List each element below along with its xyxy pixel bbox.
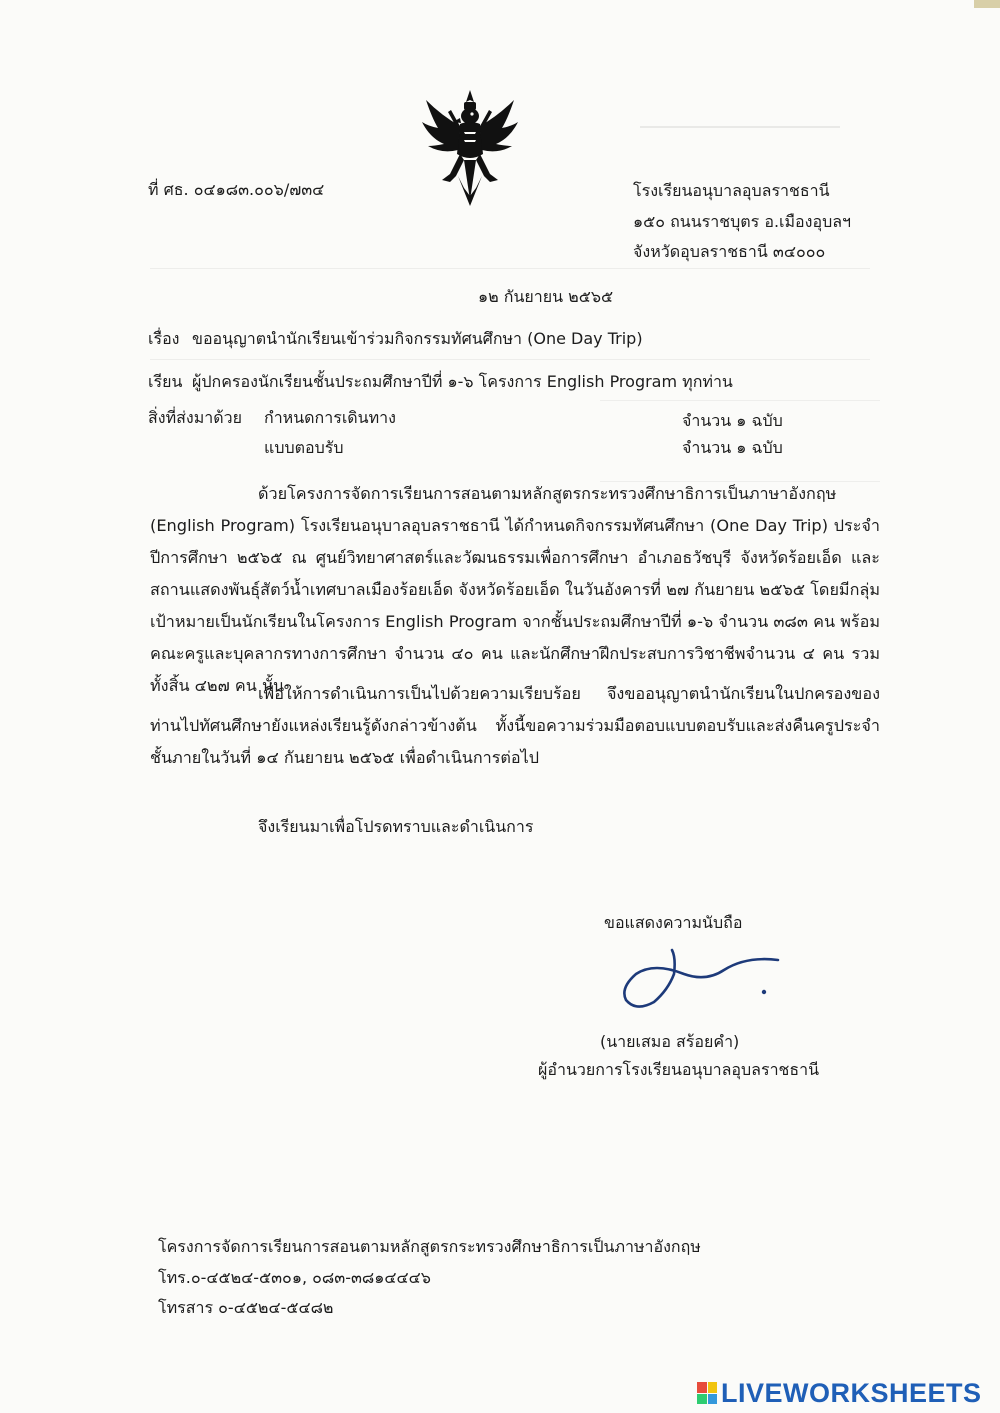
recipient-label: เรียน <box>148 372 183 391</box>
enclosures-label: สิ่งที่ส่งมาด้วย <box>148 408 242 427</box>
enclosure-item-name: แบบตอบรับ <box>264 438 344 457</box>
document-reference-number: ที่ ศธ. ๐๔๑๘๓.๐๐๖/๗๓๔ <box>148 180 325 199</box>
school-address-line1: ๑๕๐ ถนนราชบุตร อ.เมืองอุบลฯ <box>633 212 852 231</box>
bleed-through-mark <box>640 126 840 140</box>
school-name: โรงเรียนอนุบาลอุบลราชธานี <box>633 181 830 200</box>
handwritten-signature-icon <box>614 940 784 1020</box>
enclosure-item-name: กำหนดการเดินทาง <box>264 408 396 427</box>
footer-program: โครงการจัดการเรียนการสอนตามหลักสูตรกระทรวงศึกษาธิการเป็นภาษาอังกฤษ <box>158 1237 701 1256</box>
enclosure-item-qty: จำนวน ๑ ฉบับ <box>682 411 783 430</box>
liveworksheets-brand-text: LIVEWORKSHEETS <box>721 1377 982 1408</box>
school-address-line2: จังหวัดอุบลราชธานี ๓๔๐๐๐ <box>633 242 826 261</box>
liveworksheets-logo-icon <box>697 1382 717 1404</box>
closing-request: จึงเรียนมาเพื่อโปรดทราบและดำเนินการ <box>258 817 534 836</box>
footer-fax: โทรสาร ๐-๔๕๒๔-๕๔๘๒ <box>158 1298 334 1317</box>
subject-text: ขออนุญาตนำนักเรียนเข้าร่วมกิจกรรมทัศนศึกษา (One Day Trip) <box>192 329 643 348</box>
footer-phone: โทร.๐-๔๕๒๔-๕๓๐๑, ๐๘๓-๓๘๑๔๔๔๖ <box>158 1268 431 1287</box>
liveworksheets-watermark <box>697 1378 982 1408</box>
corner-tape-mark <box>974 0 1000 8</box>
subject-label: เรื่อง <box>148 329 180 348</box>
body-paragraph-2: เพื่อให้การดำเนินการเป็นไปด้วยความเรียบร้อย จึงขออนุญาตนำนักเรียนในปกครองของท่านไปทัศนศึกษายังแหล่งเรียนรู้ดังกล่าวข้างต้น ทั้งนี้ขอความร่วมมือตอบแบบตอบรับและส่งคืนครูประจำชั้นภายในวันที่ ๑๔ กันยายน ๒๕๖๕ เพื่อดำเนินการต่อไป <box>150 684 880 767</box>
garuda-emblem-icon <box>420 88 520 208</box>
signatory-position: ผู้อำนวยการโรงเรียนอนุบาลอุบลราชธานี <box>538 1060 820 1079</box>
signature-salutation: ขอแสดงความนับถือ <box>604 913 743 932</box>
signatory-name: (นายเสมอ สร้อยคำ) <box>600 1032 740 1051</box>
document-date: ๑๒ กันยายน ๒๕๖๕ <box>478 287 614 306</box>
enclosure-item-qty: จำนวน ๑ ฉบับ <box>682 438 783 457</box>
recipient-text: ผู้ปกครองนักเรียนชั้นประถมศึกษาปีที่ ๑-๖ โครงการ English Program ทุกท่าน <box>192 372 733 391</box>
body-paragraph-1: ด้วยโครงการจัดการเรียนการสอนตามหลักสูตรกระทรวงศึกษาธิการเป็นภาษาอังกฤษ (English Program) โรงเรียนอนุบาลอุบลราชธานี ได้กำหนดกิจกรรมทัศนศึกษา (One Day Trip) ประจำปีการศึกษา ๒๕๖๕ ณ ศูนย์วิทยาศาสตร์และวัฒนธรรมเพื่อการศึกษา อำเภอธวัชบุรี จังหวัดร้อยเอ็ด และสถานแสดงพันธุ์สัตว์น้ำเทศบาลเมืองร้อยเอ็ด จังหวัดร้อยเอ็ด ในวันอังคารที่ ๒๗ กันยายน ๒๕๖๕ โดยมีกลุ่มเป้าหมายเป็นนักเรียนในโครงการ English Program จากชั้นประถมศึกษาปีที่ ๑-๖ จำนวน ๓๘๓ คน พร้อมคณะครูและบุคลากรทางการศึกษา จำนวน ๔๐ คน และนักศึกษาฝึกประสบการวิชาชีพจำนวน ๔ คน รวมทั้งสิ้น ๔๒๗ คน นั้น <box>150 484 880 695</box>
